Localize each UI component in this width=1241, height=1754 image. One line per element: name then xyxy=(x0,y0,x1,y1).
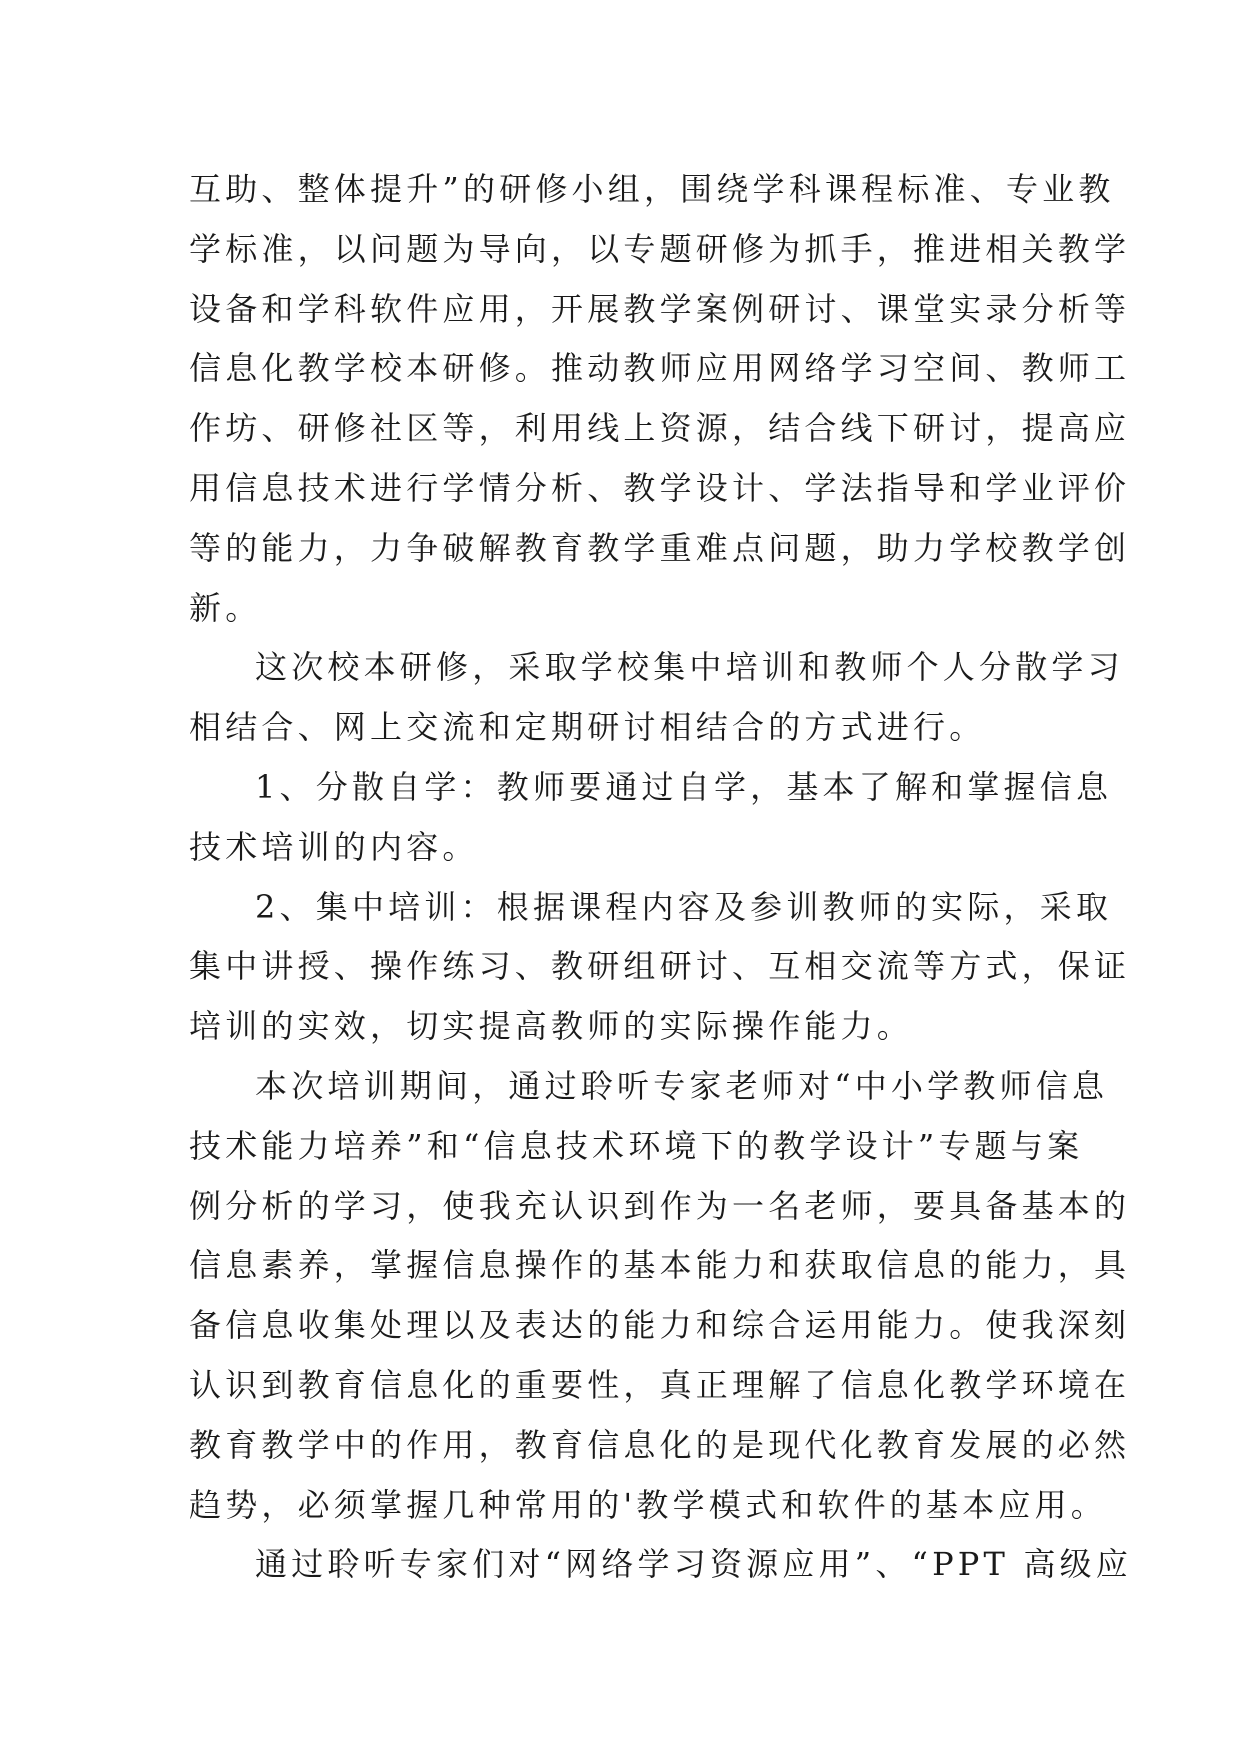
text-line: 备信息收集处理以及表达的能力和综合运用能力。使我深刻 xyxy=(189,1306,1131,1345)
paragraph xyxy=(189,1535,1133,1595)
text-line: 新。 xyxy=(189,588,262,627)
text-line: 培训的实效，切实提高教师的实际操作能力。 xyxy=(189,1007,914,1046)
text-line: 集中讲授、操作练习、教研组研讨、互相交流等方式，保证 xyxy=(189,947,1131,986)
text-line: 技术培训的内容。 xyxy=(189,827,479,866)
text-line: 用信息技术进行学情分析、教学设计、学法指导和学业评价 xyxy=(189,468,1131,507)
text-line: 互助、整体提升”的研修小组，围绕学科课程标准、专业教 xyxy=(189,170,1115,208)
text-line: 1、分散自学：教师要通过自学，基本了解和掌握信息 xyxy=(255,767,1113,806)
text-line: 信息化教学校本研修。推动教师应用网络学习空间、教师工 xyxy=(189,349,1131,388)
paragraph xyxy=(189,1057,1131,1535)
text-line: 教育教学中的作用，教育信息化的是现代化教育发展的必然 xyxy=(189,1425,1131,1464)
text-line: 技术能力培养”和“信息技术环境下的教学设计”专题与案 xyxy=(189,1126,1084,1165)
text-line: 作坊、研修社区等，利用线上资源，结合线下研讨，提高应 xyxy=(189,409,1131,448)
text-line: 2、集中培训：根据课程内容及参训教师的实际，采取 xyxy=(255,887,1113,926)
paragraph xyxy=(189,160,1131,638)
paragraph xyxy=(189,878,1131,1057)
text-line: 这次校本研修，采取学校集中培训和教师个人分散学习 xyxy=(255,648,1124,687)
text-line: 通过聆听专家们对“网络学习资源应用”、“PPT 高级应 xyxy=(255,1545,1133,1584)
text-line: 相结合、网上交流和定期研讨相结合的方式进行。 xyxy=(189,708,986,747)
document-body xyxy=(189,160,1133,1595)
text-line: 例分析的学习，使我充认识到作为一名老师，要具备基本的 xyxy=(189,1186,1131,1225)
text-line: 趋势，必须掌握几种常用的'教学模式和软件的基本应用。 xyxy=(189,1485,1107,1524)
paragraph xyxy=(189,758,1113,878)
text-line: 认识到教育信息化的重要性，真正理解了信息化教学环境在 xyxy=(189,1365,1131,1404)
text-line: 信息素养，掌握信息操作的基本能力和获取信息的能力，具 xyxy=(189,1246,1131,1285)
text-line: 设备和学科软件应用，开展教学案例研讨、课堂实录分析等 xyxy=(189,289,1131,328)
paragraph xyxy=(189,638,1124,758)
text-line: 学标准，以问题为导向，以专题研修为抓手，推进相关教学 xyxy=(189,229,1131,268)
text-line: 等的能力，力争破解教育教学重难点问题，助力学校教学创 xyxy=(189,528,1131,567)
text-line: 本次培训期间，通过聆听专家老师对“中小学教师信息 xyxy=(255,1066,1109,1105)
